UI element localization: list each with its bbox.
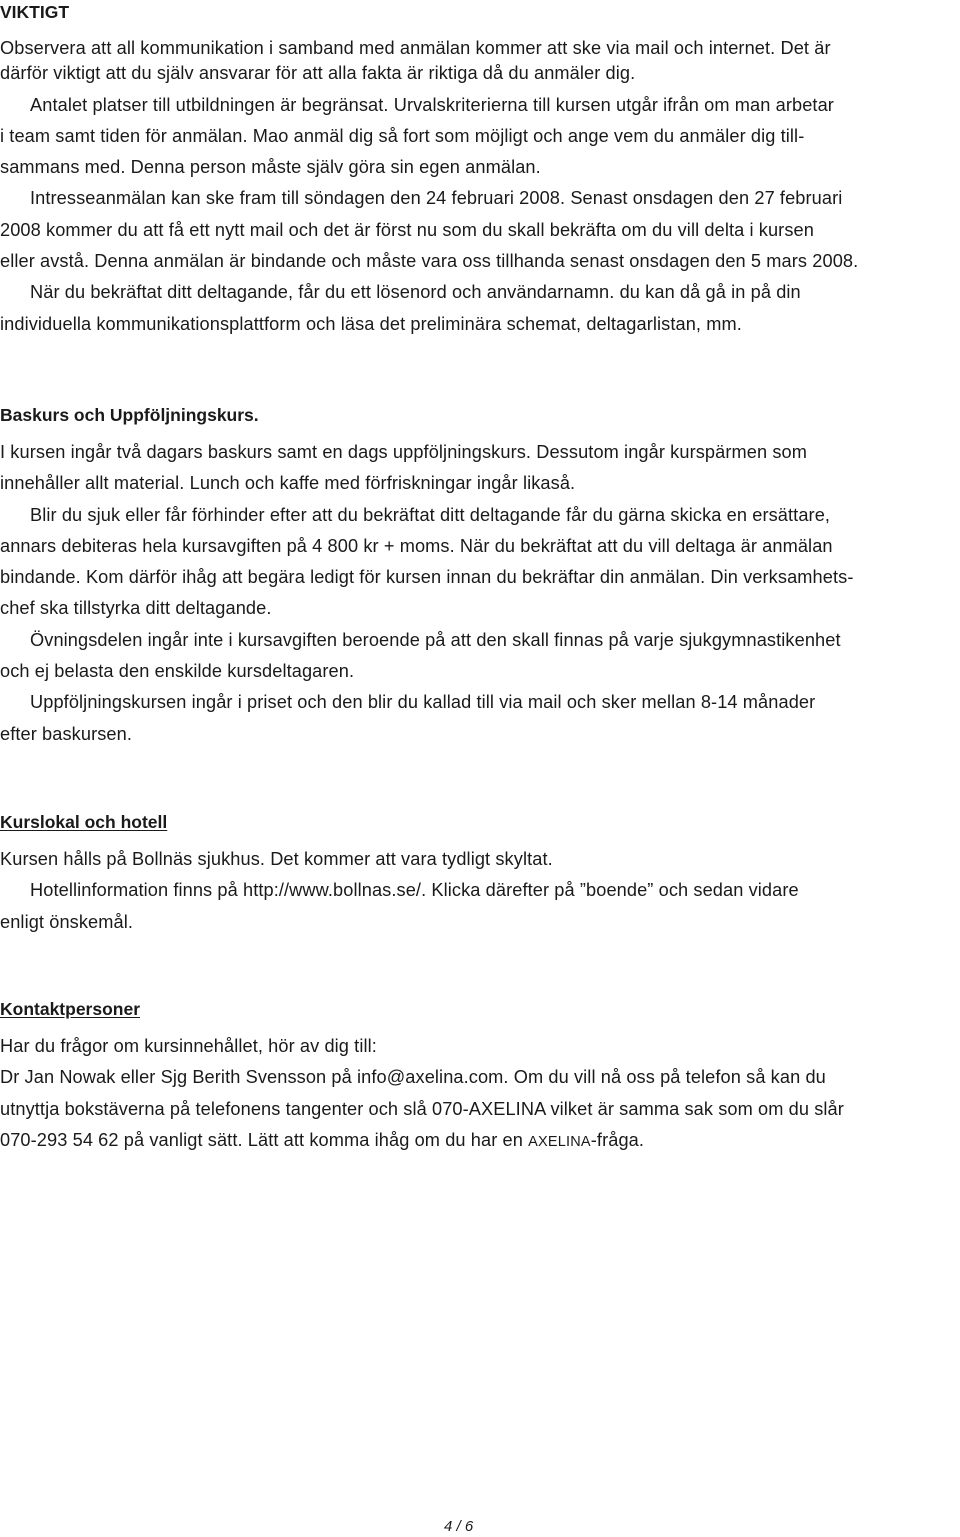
paragraph-line: eller avstå. Denna anmälan är bindande och måste vara oss tillhanda senast onsdagen den 5 mars 2008. <box>0 251 859 272</box>
paragraph-line: annars debiteras hela kursavgiften på 4 800 kr + moms. När du bekräftat att du vill deltaga är anmälan <box>0 535 833 556</box>
paragraph-line: och ej belasta den enskilde kursdeltagaren. <box>0 661 355 682</box>
paragraph-line: Observera att all kommunikation i samband med anmälan kommer att ske via mail och internet. Det är <box>0 38 831 58</box>
section-heading: Baskurs och Uppföljningskurs. <box>0 405 259 425</box>
page-number: 4 / 6 <box>444 1518 474 1535</box>
section-kontaktpersoner <box>0 998 950 1158</box>
paragraph-line: därför viktigt att du själv ansvarar för att alla fakta är riktiga då du anmäler dig. <box>0 63 636 84</box>
paragraph-line: Antalet platser till utbildningen är begränsat. Urvalskriterierna till kursen utgår ifrån om man arbetar <box>30 94 834 115</box>
axelina-small-caps: AXELINA <box>528 1133 591 1150</box>
paragraph-line: efter baskursen. <box>0 723 133 744</box>
line-text: 070-293 54 62 på vanligt sätt. Lätt att komma ihåg om du har en <box>0 1129 529 1150</box>
paragraph-line: utnyttja bokstäverna på telefonens tangenter och slå 070-AXELINA vilket är samma sak som om du slår <box>0 1098 844 1119</box>
paragraph-line: enligt önskemål. <box>0 911 134 932</box>
paragraph-line: sammans med. Denna person måste själv göra sin egen anmälan. <box>0 157 541 178</box>
section-baskurs <box>0 404 950 750</box>
section-kurslokal <box>0 811 950 938</box>
paragraph-line: individuella kommunikationsplattform och läsa det preliminära schemat, deltagarlistan, mm. <box>0 313 742 334</box>
paragraph-line: I kursen ingår två dagars baskurs samt en dags uppföljningskurs. Dessutom ingår kurspärmen som <box>0 442 807 462</box>
paragraph-line: Hotellinformation finns på http://www.bollnas.se/. Klicka därefter på ”boende” och sedan vidare <box>30 880 799 901</box>
paragraph-line: chef ska tillstyrka ditt deltagande. <box>0 598 272 619</box>
paragraph-line: 2008 kommer du att få ett nytt mail och det är först nu som du skall bekräfta om du vill delta i kursen <box>0 219 814 240</box>
section-viktigt <box>0 0 950 340</box>
paragraph-line: Kursen hålls på Bollnäs sjukhus. Det kommer att vara tydligt skyltat. <box>0 849 553 869</box>
paragraph-line: Dr Jan Nowak eller Sjg Berith Svensson på info@axelina.com. Om du vill nå oss på telefon så kan du <box>0 1067 826 1088</box>
paragraph-line: Övningsdelen ingår inte i kursavgiften beroende på att den skall finnas på varje sjukgymnastikenhet <box>30 629 841 650</box>
paragraph-line: innehåller allt material. Lunch och kaffe med förfriskningar ingår likaså. <box>0 473 576 494</box>
section-heading: VIKTIGT <box>0 2 70 22</box>
line-text: -fråga. <box>590 1129 645 1150</box>
paragraph-line: Blir du sjuk eller får förhinder efter att du bekräftat ditt deltagande får du gärna skicka en ersättare, <box>30 504 831 525</box>
paragraph-line: Intresseanmälan kan ske fram till söndagen den 24 februari 2008. Senast onsdagen den 27 februari <box>30 188 843 209</box>
paragraph-line: bindande. Kom därför ihåg att begära ledigt för kursen innan du bekräftar din anmälan. Din verksamhets- <box>0 567 854 588</box>
paragraph-line <box>0 1125 950 1158</box>
section-heading: Kurslokal och hotell <box>0 812 168 832</box>
paragraph-line: Uppföljningskursen ingår i priset och den blir du kallad till via mail och sker mellan 8-14 månader <box>30 692 816 713</box>
paragraph-line: Har du frågor om kursinnehållet, hör av dig till: <box>0 1036 377 1056</box>
section-heading: Kontaktpersoner <box>0 999 141 1019</box>
paragraph-line: i team samt tiden för anmälan. Mao anmäl dig så fort som möjligt och ange vem du anmäler dig till- <box>0 125 805 146</box>
paragraph-line: När du bekräftat ditt deltagande, får du ett lösenord och användarnamn. du kan då gå in på din <box>30 282 801 303</box>
